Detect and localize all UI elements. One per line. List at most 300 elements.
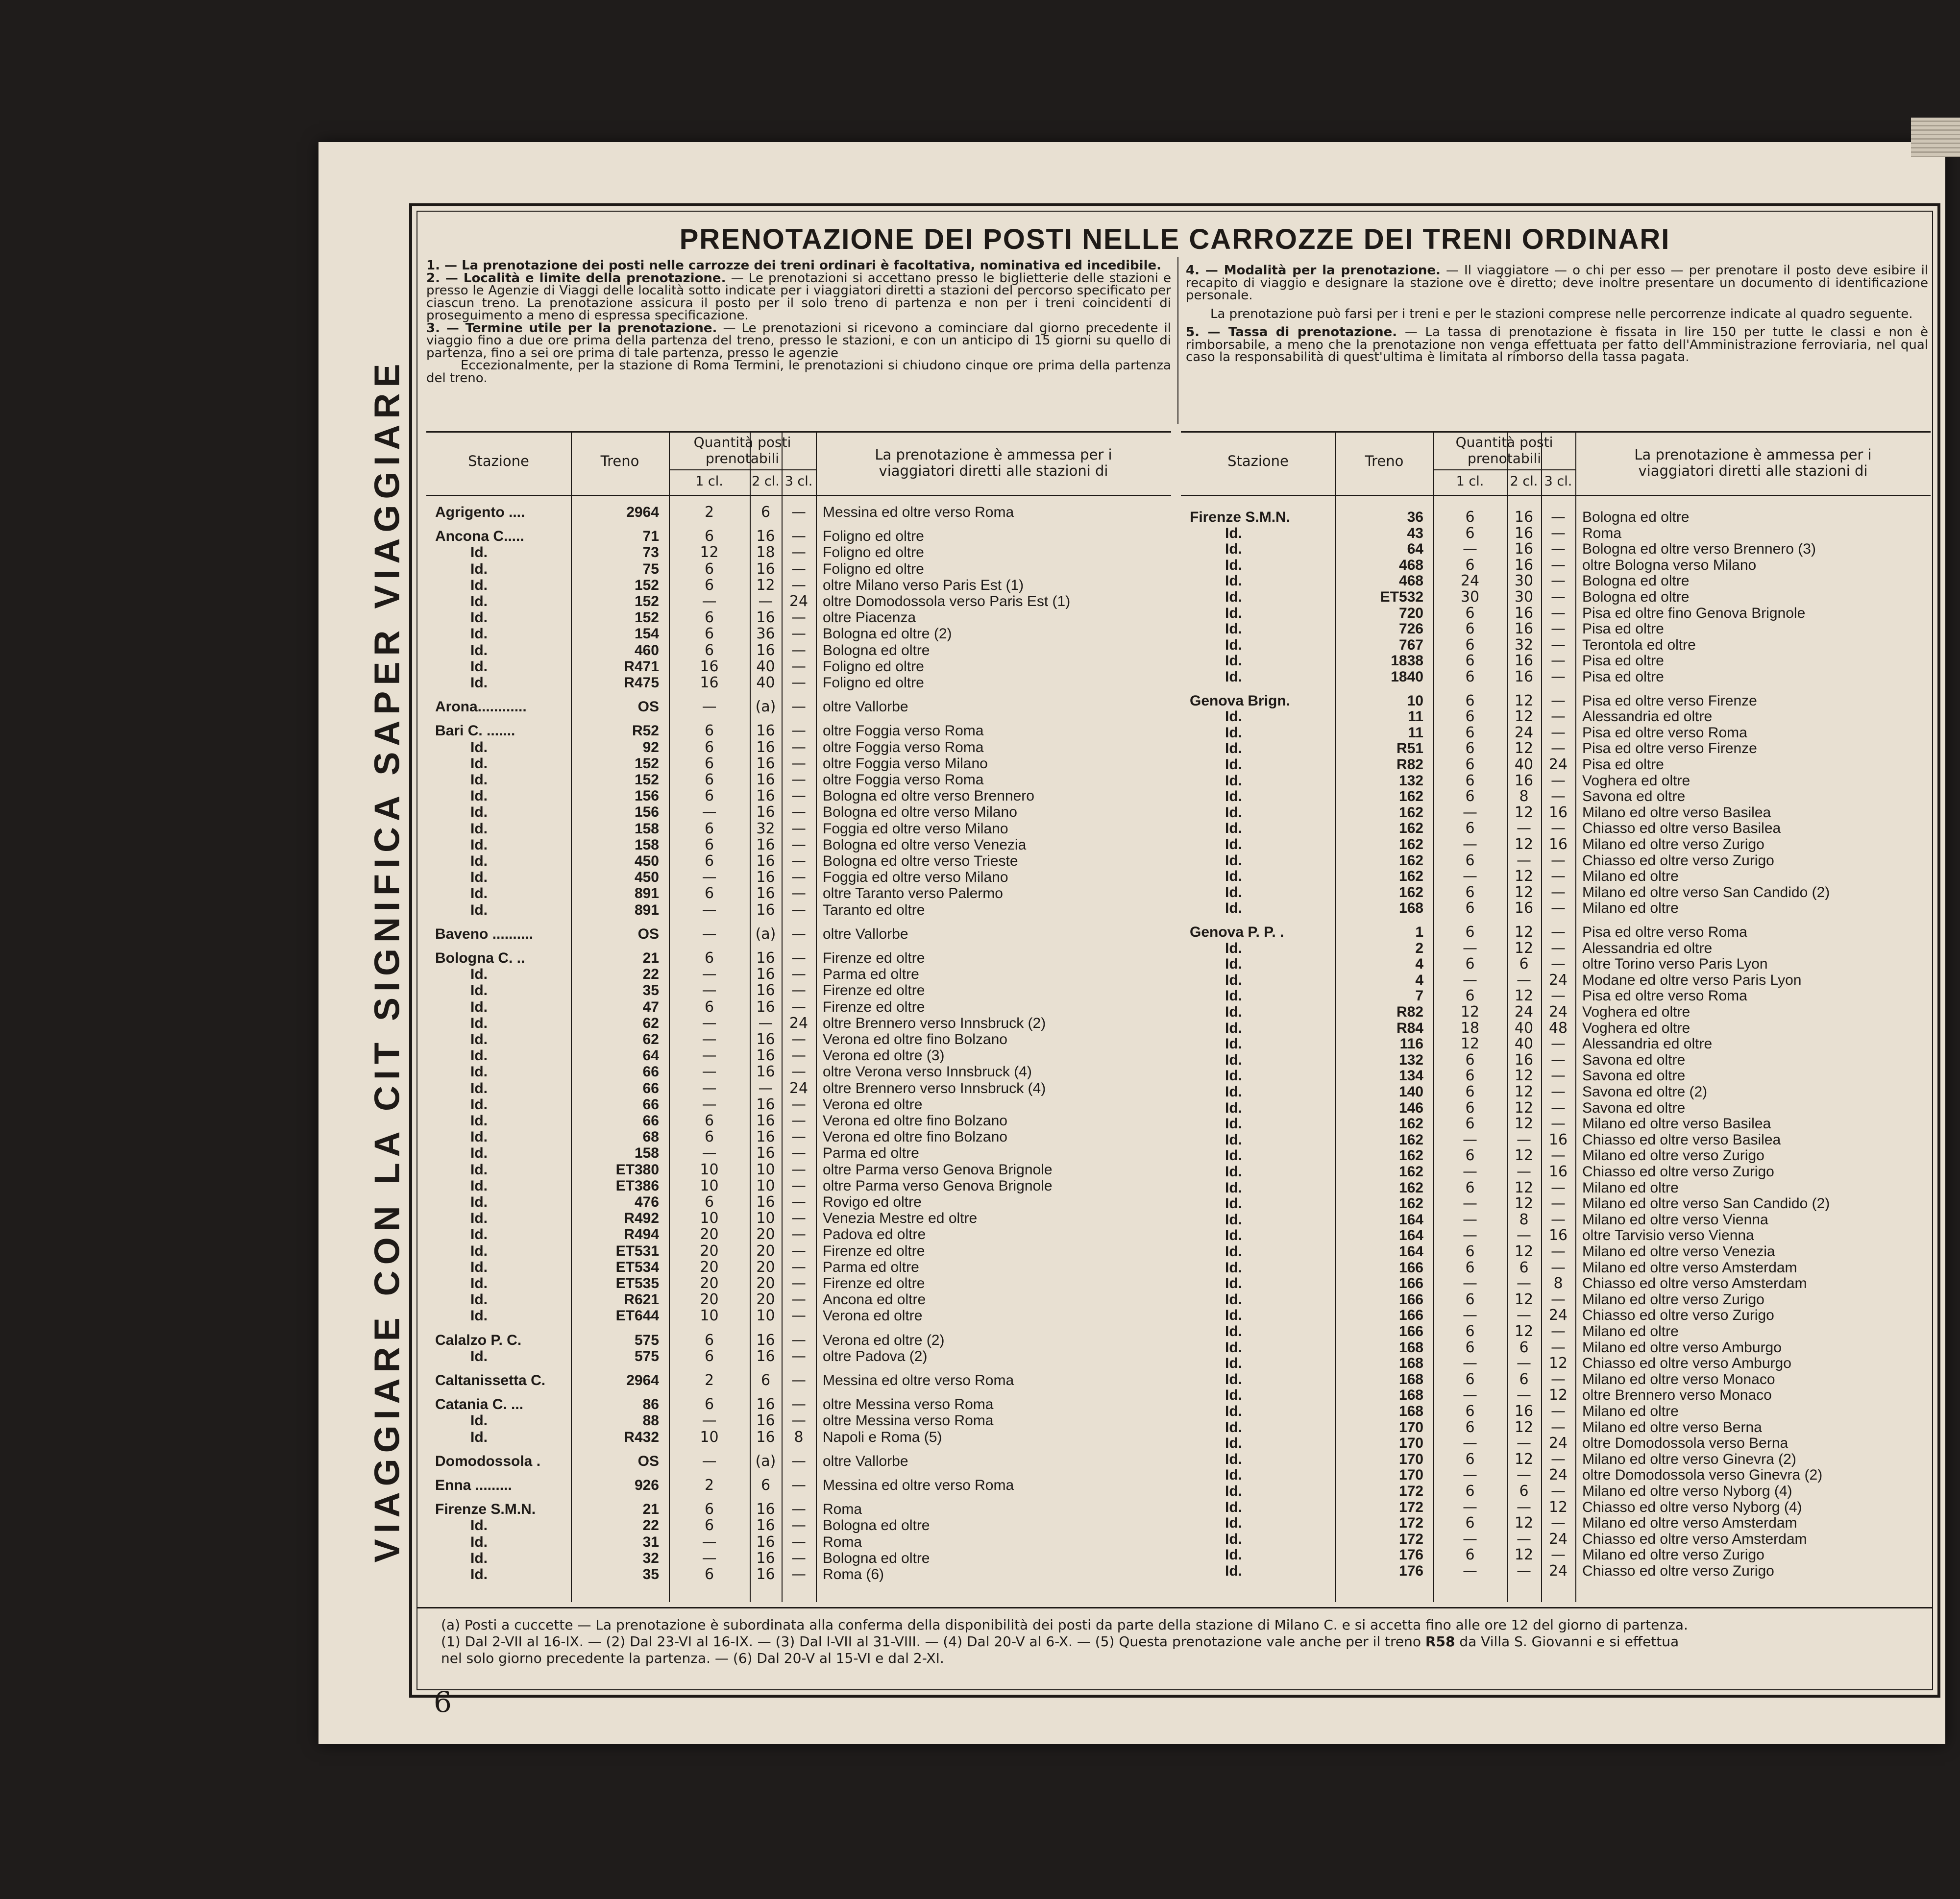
destination-cell: oltre Taranto verso Palermo [823, 885, 1003, 901]
class1-cell: — [1463, 1131, 1477, 1148]
destination-cell: oltre Piacenza [823, 609, 916, 626]
destination-cell: Bologna ed oltre [823, 1517, 930, 1534]
station-cell: Id. [1225, 1195, 1242, 1212]
class2-cell: 40 [1514, 756, 1534, 773]
class1-cell: 6 [1465, 1179, 1475, 1196]
class1-cell: 6 [704, 1517, 714, 1534]
destination-cell: Chiasso ed oltre verso Amsterdam [1582, 1275, 1807, 1291]
class1-cell: 6 [704, 1193, 714, 1211]
class3-cell: — [1551, 1403, 1566, 1420]
class1-cell: 12 [1460, 1035, 1480, 1052]
train-cell: 36 [1407, 509, 1423, 525]
class3-cell: — [791, 625, 806, 642]
class3-cell: — [1551, 740, 1566, 757]
class2-cell: 16 [1514, 525, 1534, 542]
class1-cell: 6 [1465, 900, 1475, 917]
right-table-row [0, 973, 1960, 988]
right-header-2cl: 2 cl. [1510, 474, 1538, 489]
station-cell: Id. [470, 544, 488, 560]
class1-cell: — [702, 1096, 717, 1113]
class1-cell: — [1463, 1355, 1477, 1372]
station-cell: Id. [1225, 1323, 1242, 1339]
right-table-row [0, 1193, 1960, 1212]
class3-cell: — [791, 787, 806, 804]
class1-cell: 6 [704, 836, 714, 853]
class3-cell: 48 [1548, 1020, 1568, 1037]
class1-cell: — [1463, 1211, 1477, 1228]
train-cell: 156 [634, 804, 659, 820]
train-cell: 68 [642, 1129, 659, 1145]
class2-cell: 12 [1514, 940, 1534, 957]
class2-cell: 16 [756, 950, 775, 967]
class2-cell: — [1517, 820, 1531, 837]
class3-cell: — [1551, 1371, 1566, 1388]
station-cell: Id. [1225, 1147, 1242, 1164]
class1-cell: 6 [704, 642, 714, 659]
station-cell: Baveno .......... [435, 926, 534, 942]
train-cell: 468 [1398, 557, 1423, 573]
train-cell: 1 [1415, 924, 1423, 940]
destination-cell: Milano ed oltre verso Nyborg (4) [1582, 1483, 1792, 1499]
class2-cell: — [1517, 1163, 1531, 1180]
train-cell: 162 [1398, 804, 1423, 821]
class3-cell: 24 [789, 593, 808, 610]
class3-cell: — [791, 755, 806, 772]
class3-cell: 24 [789, 1080, 808, 1097]
class2-cell: 16 [756, 1534, 775, 1551]
destination-cell: Messina ed oltre verso Roma [823, 1372, 1014, 1388]
class3-cell: — [791, 577, 806, 594]
class3-cell: — [1551, 652, 1566, 669]
station-cell: Id. [1225, 956, 1242, 972]
class3-cell: 8 [1553, 1275, 1563, 1292]
class1-cell: 6 [1465, 788, 1475, 805]
right-table-row [0, 1244, 1960, 1260]
destination-cell: Alessandria ed oltre [1582, 1036, 1713, 1052]
class3-cell: 16 [1548, 804, 1568, 821]
train-cell: R492 [624, 1210, 659, 1226]
station-cell: Id. [470, 999, 488, 1015]
class1-cell: — [702, 1015, 717, 1032]
left-header-2cl: 2 cl. [752, 474, 780, 489]
class1-cell: 6 [704, 787, 714, 804]
station-cell: Id. [470, 1291, 488, 1308]
class2-cell: 16 [756, 982, 775, 999]
right-header-train: Treno [1365, 453, 1404, 469]
class1-cell: 6 [704, 528, 714, 545]
station-cell: Agrigento .... [435, 504, 525, 520]
right-table-row [0, 1052, 1960, 1068]
class1-cell: 6 [1465, 924, 1475, 941]
station-cell: Id. [470, 1259, 488, 1275]
class2-cell: 40 [756, 674, 775, 691]
destination-cell: oltre Bologna verso Milano [1582, 557, 1757, 573]
destination-cell: Foligno ed oltre [823, 675, 924, 691]
class1-cell: 6 [704, 609, 714, 626]
station-cell: Bari C. ....... [435, 723, 515, 739]
class1-cell: 6 [1465, 1371, 1475, 1388]
class2-cell: 16 [756, 1096, 775, 1113]
station-cell: Id. [470, 982, 488, 998]
destination-cell: Bologna ed oltre [823, 642, 930, 658]
station-cell: Id. [470, 626, 488, 642]
class1-cell: — [1463, 836, 1477, 853]
class1-cell: 6 [1465, 724, 1475, 741]
station-cell: Id. [1225, 788, 1242, 804]
train-cell: 450 [634, 869, 659, 885]
destination-cell: Pisa ed oltre verso Roma [1582, 725, 1747, 741]
station-cell: Id. [1225, 1307, 1242, 1323]
train-cell: 767 [1398, 637, 1423, 653]
train-cell: ET644 [615, 1308, 659, 1324]
right-header-qty: Quantità posti prenotabili [1455, 434, 1553, 466]
class3-cell: — [791, 1453, 806, 1470]
train-cell: 168 [1398, 1387, 1423, 1403]
destination-cell: Pisa ed oltre verso Roma [1582, 924, 1747, 940]
class1-cell: 6 [1465, 1243, 1475, 1260]
destination-cell: Verona ed oltre (3) [823, 1047, 945, 1064]
destination-cell: Savona ed oltre [1582, 788, 1686, 804]
class2-cell: 12 [1514, 1067, 1534, 1084]
class2-cell: 16 [756, 771, 775, 788]
destination-cell: oltre Brennero verso Monaco [1582, 1387, 1772, 1403]
class3-cell: 24 [1548, 1435, 1568, 1452]
station-cell: Id. [470, 1275, 488, 1291]
destination-cell: Bologna ed oltre [1582, 573, 1690, 589]
class3-cell: — [1551, 724, 1566, 741]
class1-cell: — [1463, 1499, 1477, 1516]
train-cell: 152 [634, 577, 659, 593]
left-header-3cl: 3 cl. [784, 474, 813, 489]
station-cell: Id. [1225, 1403, 1242, 1419]
station-cell: Id. [1225, 1339, 1242, 1356]
footnote-2a: (1) Dal 2-VII al 16-IX. — (2) Dal 23-VI al 16-IX. — (3) Dal I-VII al 31-VIII. — (4) Dal 20-V al 6-X. — (5) Questa prenotazione vale anche per il treno [441, 1633, 1425, 1650]
class3-cell: — [791, 1396, 806, 1413]
destination-cell: oltre Messina verso Roma [823, 1396, 994, 1412]
class1-cell: 6 [704, 1332, 714, 1349]
destination-cell: Savona ed oltre [1582, 1100, 1686, 1116]
destination-cell: oltre Parma verso Genova Brignole [823, 1178, 1053, 1194]
class2-cell: 12 [1514, 987, 1534, 1004]
class2-cell: 12 [1514, 804, 1534, 821]
station-cell: Id. [1225, 1291, 1242, 1308]
class2-cell: 30 [1514, 572, 1534, 589]
class2-cell: 16 [756, 755, 775, 772]
right-table-row [0, 1308, 1960, 1323]
class2-cell: 16 [1514, 605, 1534, 622]
train-cell: 168 [1398, 1339, 1423, 1356]
class1-cell: 2 [704, 1372, 714, 1389]
class2-cell: 16 [756, 1501, 775, 1518]
class3-cell: — [791, 544, 806, 561]
class2-cell: 16 [756, 803, 775, 821]
class2-cell: 12 [1514, 1323, 1534, 1340]
class3-cell: — [1551, 1067, 1566, 1084]
station-cell: Id. [470, 1517, 488, 1534]
class1-cell: 6 [704, 1128, 714, 1145]
class3-cell: — [791, 1128, 806, 1145]
train-cell: 152 [634, 593, 659, 609]
right-table-row [0, 853, 1960, 869]
class2-cell: 6 [760, 504, 771, 521]
class1-cell: — [702, 1144, 717, 1162]
station-cell: Id. [470, 772, 488, 788]
class3-cell: — [1551, 668, 1566, 685]
train-cell: 168 [1398, 1355, 1423, 1371]
train-cell: 891 [634, 885, 659, 901]
class2-cell: 6 [760, 1477, 771, 1494]
class3-cell: 16 [1548, 1227, 1568, 1244]
class2-cell: 16 [756, 869, 775, 886]
class2-cell: 6 [1519, 1339, 1529, 1356]
station-cell: Id. [1225, 988, 1242, 1004]
class3-cell: — [1551, 1291, 1566, 1308]
class3-cell: — [791, 1047, 806, 1064]
class3-cell: — [1551, 884, 1566, 901]
class1-cell: — [1463, 1387, 1477, 1404]
destination-cell: Chiasso ed oltre verso Amburgo [1582, 1355, 1791, 1371]
right-table-row [0, 1292, 1960, 1308]
class3-cell: 24 [1548, 1003, 1568, 1021]
class3-cell: — [1551, 955, 1566, 973]
station-cell: Id. [1225, 1243, 1242, 1260]
intro-left [426, 260, 1171, 385]
train-cell: 176 [1398, 1563, 1423, 1579]
train-cell: 32 [642, 1550, 659, 1566]
station-cell: Domodossola . [435, 1453, 541, 1469]
class2-cell: 12 [1514, 1099, 1534, 1117]
intro-p2-head: 2. — Località e limite della prenotazione. [426, 270, 726, 286]
station-cell: Id. [1225, 541, 1242, 557]
station-cell: Id. [1225, 1451, 1242, 1467]
train-cell: 75 [642, 561, 659, 577]
train-cell: 132 [1398, 773, 1423, 789]
class3-cell: 24 [1548, 1531, 1568, 1548]
class1-cell: 6 [1465, 756, 1475, 773]
right-table-row [0, 621, 1960, 637]
class1-cell: 6 [1465, 884, 1475, 901]
class2-cell: 40 [1514, 1020, 1534, 1037]
destination-cell: Chiasso ed oltre verso Zurigo [1582, 852, 1774, 869]
train-cell: 158 [634, 821, 659, 837]
destination-cell: Milano ed oltre verso Vienna [1582, 1212, 1768, 1228]
class1-cell: 6 [1465, 620, 1475, 637]
class1-cell: 6 [704, 885, 714, 902]
class3-cell: — [791, 1412, 806, 1429]
train-cell: 170 [1398, 1451, 1423, 1467]
class3-cell: — [1551, 1211, 1566, 1228]
footnote-line-3: nel solo giorno precedente la partenza. — (6) Dal 20-V al 15-VI e dal 2-XI. [441, 1650, 944, 1666]
class2-cell: 16 [756, 836, 775, 853]
left-header-dest: La prenotazione è ammessa per i viaggiatori diretti alle stazioni di [875, 446, 1112, 479]
destination-cell: Voghera ed oltre [1582, 773, 1690, 789]
left-header-station: Stazione [468, 453, 529, 469]
class1-cell: 6 [704, 1348, 714, 1365]
train-cell: 7 [1415, 988, 1423, 1004]
destination-cell: Pisa ed oltre [1582, 653, 1664, 669]
destination-cell: oltre Milano verso Paris Est (1) [823, 577, 1024, 593]
right-table-row [0, 1372, 1960, 1388]
class1-cell: 6 [1465, 740, 1475, 757]
footnote-line-2 [441, 1633, 1906, 1650]
right-table-row [0, 1436, 1960, 1451]
class3-cell: — [1551, 1243, 1566, 1260]
class2-cell: 20 [756, 1259, 775, 1276]
station-cell: Id. [1225, 972, 1242, 988]
train-cell: 22 [642, 1517, 659, 1534]
intro-divider [1177, 257, 1178, 424]
destination-cell: Pisa ed oltre verso Roma [1582, 988, 1747, 1004]
intro-p7-text: — La tassa di prenotazione è fissata in lire 150 per tutte le classi e non è rimborsabile, a meno che la prenotazione non venga effettuata per fatto dell'Amministrazione ferroviaria, nel qual caso la responsabilità di quest'ultima è limitata al rimborso della tassa pagata. [1186, 325, 1928, 365]
station-cell: Id. [470, 837, 488, 853]
class2-cell: 36 [756, 625, 775, 642]
class1-cell: 6 [704, 771, 714, 788]
destination-cell: Pisa ed oltre [1582, 669, 1664, 685]
train-cell: 162 [1398, 884, 1423, 901]
station-cell: Id. [1225, 557, 1242, 573]
class1-cell: — [702, 803, 717, 821]
train-cell: 43 [1407, 525, 1423, 541]
right-table-row [0, 1116, 1960, 1132]
class3-cell: 16 [1548, 1131, 1568, 1148]
destination-cell: oltre Foggia verso Roma [823, 772, 984, 788]
class3-cell: — [791, 1242, 806, 1260]
class2-cell: 12 [1514, 1243, 1534, 1260]
class3-cell: — [791, 1193, 806, 1211]
right-table-row [0, 1547, 1960, 1563]
class3-cell: — [791, 803, 806, 821]
class3-cell: — [1551, 588, 1566, 606]
footnote-line-1: (a) Posti a cuccette — La prenotazione è subordinata alla conferma della disponibilità dei posti da parte della stazione di Milano C. e si accetta fino alle ore 12 del giorno di partenza. [441, 1617, 1688, 1633]
right-table-row [0, 1420, 1960, 1436]
class3-cell: — [1551, 692, 1566, 709]
class2-cell: — [1517, 1307, 1531, 1324]
station-cell: Id. [1225, 1515, 1242, 1531]
class1-cell: 6 [704, 560, 714, 578]
class2-cell: 12 [1514, 1083, 1534, 1100]
class2-cell: 16 [756, 787, 775, 804]
class3-cell: — [791, 1177, 806, 1194]
train-cell: 168 [1398, 1371, 1423, 1388]
class1-cell: 20 [700, 1291, 719, 1308]
class3-cell: — [791, 1307, 806, 1324]
train-cell: 88 [642, 1412, 659, 1429]
class2-cell: — [1517, 1131, 1531, 1148]
class2-cell: 10 [756, 1307, 775, 1324]
class3-cell: — [791, 1063, 806, 1080]
destination-cell: Chiasso ed oltre verso Basilea [1582, 820, 1781, 836]
destination-cell: Ancona ed oltre [823, 1291, 926, 1308]
station-cell: Id. [470, 1096, 488, 1113]
right-table-row [0, 1004, 1960, 1020]
class2-cell: 12 [1514, 740, 1534, 757]
destination-cell: oltre Verona verso Innsbruck (4) [823, 1064, 1032, 1080]
right-table-row [0, 589, 1960, 605]
class3-cell: — [791, 1517, 806, 1534]
right-table-row [0, 1532, 1960, 1547]
class1-cell: 6 [1465, 708, 1475, 725]
right-table-row [0, 885, 1960, 901]
class1-cell: — [1463, 1307, 1477, 1324]
class1-cell: — [702, 1080, 717, 1097]
train-cell: 11 [1408, 708, 1423, 725]
train-cell: 166 [1398, 1275, 1423, 1291]
class2-cell: 32 [756, 820, 775, 837]
destination-cell: Verona ed oltre fino Bolzano [823, 1129, 1007, 1145]
class1-cell: 10 [700, 1177, 719, 1194]
train-cell: R471 [624, 658, 659, 675]
class3-cell: — [1551, 900, 1566, 917]
class3-cell: — [1551, 940, 1566, 957]
class2-cell: 16 [756, 1550, 775, 1567]
destination-cell: Firenze ed oltre [823, 1243, 925, 1259]
class2-cell: 16 [756, 1063, 775, 1080]
class2-cell: 16 [756, 885, 775, 902]
class1-cell: — [1463, 1531, 1477, 1548]
class1-cell: 6 [704, 577, 714, 594]
class3-cell: — [791, 1210, 806, 1227]
destination-cell: Bologna ed oltre verso Milano [823, 804, 1017, 820]
class3-cell: — [1551, 1339, 1566, 1356]
station-cell: Id. [1225, 1371, 1242, 1388]
class2-cell: 16 [756, 852, 775, 870]
train-cell: 47 [642, 999, 659, 1015]
class2-cell: 20 [756, 1275, 775, 1292]
class3-cell: — [791, 1566, 806, 1583]
class2-cell: 24 [1514, 724, 1534, 741]
class2-cell: 20 [756, 1242, 775, 1260]
class3-cell: — [791, 1259, 806, 1276]
class3-cell: 16 [1548, 1163, 1568, 1180]
train-cell: OS [637, 699, 659, 715]
destination-cell: Verona ed oltre [823, 1308, 923, 1324]
right-table-row [0, 757, 1960, 773]
train-cell: 11 [1408, 725, 1423, 741]
train-cell: 166 [1398, 1291, 1423, 1308]
train-cell: 460 [634, 642, 659, 658]
train-cell: 132 [1398, 1052, 1423, 1068]
class1-cell: 6 [704, 755, 714, 772]
destination-cell: Milano ed oltre verso Amsterdam [1582, 1260, 1797, 1276]
destination-cell: Pisa ed oltre [1582, 621, 1664, 637]
station-cell: Id. [1225, 1227, 1242, 1243]
class2-cell: 12 [1514, 1147, 1534, 1164]
train-cell: 891 [634, 902, 659, 918]
class2-cell: 16 [756, 1332, 775, 1349]
station-cell: Id. [1225, 1260, 1242, 1276]
destination-cell: Messina ed oltre verso Roma [823, 504, 1014, 520]
train-cell: 162 [1398, 1164, 1423, 1180]
class2-cell: 16 [756, 609, 775, 626]
train-cell: 21 [642, 950, 659, 966]
train-cell: 10 [1407, 693, 1423, 709]
train-cell: 4 [1415, 956, 1423, 972]
train-cell: 166 [1398, 1307, 1423, 1323]
station-cell: Id. [1225, 1275, 1242, 1291]
class2-cell: (a) [755, 1453, 776, 1470]
train-cell: 170 [1398, 1435, 1423, 1451]
train-cell: ET535 [615, 1275, 659, 1291]
train-cell: 158 [634, 837, 659, 853]
station-cell: Id. [1225, 605, 1242, 621]
station-cell: Id. [1225, 1499, 1242, 1515]
station-cell: Id. [1225, 756, 1242, 773]
class1-cell: 16 [700, 674, 719, 691]
class2-cell: 16 [756, 1429, 775, 1446]
right-table-row [0, 1100, 1960, 1116]
class2-cell: 16 [1514, 1051, 1534, 1069]
class1-cell: 18 [1460, 1020, 1480, 1037]
